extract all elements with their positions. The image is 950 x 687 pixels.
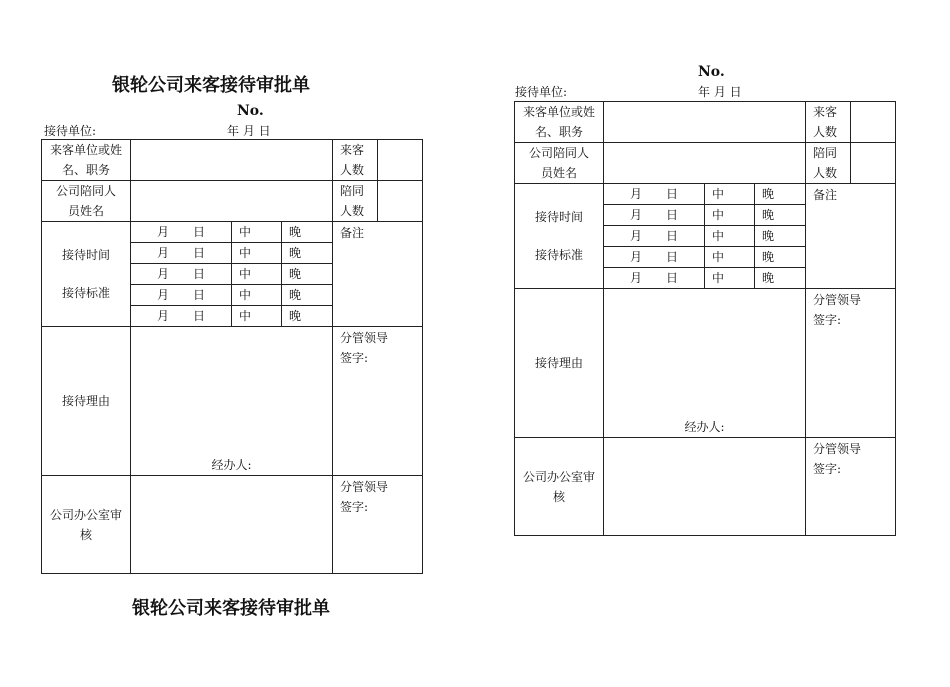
left-escort-count-label: 陪同人数 (333, 181, 378, 222)
right-date-row[interactable]: 月 日 (604, 184, 705, 205)
right-evening-cell[interactable]: 晚 (755, 205, 806, 226)
left-visitor-count-label: 来客人数 (333, 140, 378, 181)
right-time-standard-label (515, 184, 604, 289)
left-evening-cell[interactable]: 晚 (282, 222, 333, 243)
left-noon-cell[interactable]: 中 (232, 306, 282, 327)
right-office-review-field[interactable] (604, 438, 806, 536)
footer-title: 银轮公司来客接待审批单 (132, 598, 330, 619)
left-noon-cell[interactable]: 中 (232, 243, 282, 264)
left-date-row[interactable]: 月 日 (131, 285, 232, 306)
left-approval-table (41, 139, 423, 574)
right-noon-cell[interactable]: 中 (705, 268, 755, 289)
right-noon-cell[interactable]: 中 (705, 184, 755, 205)
right-time-label: 接待时间 (534, 210, 583, 224)
left-time-standard-label (42, 222, 131, 327)
left-form-title: 银轮公司来客接待审批单 (112, 75, 310, 96)
right-reason-field[interactable] (604, 289, 806, 438)
right-evening-cell[interactable]: 晚 (755, 226, 806, 247)
right-evening-cell[interactable]: 晚 (755, 268, 806, 289)
right-remark-cell[interactable]: 备注 (806, 184, 896, 289)
right-evening-cell[interactable]: 晚 (755, 247, 806, 268)
right-date-label: 年 月 日 (698, 85, 742, 99)
right-escort-field[interactable] (604, 143, 806, 184)
left-remark-cell[interactable]: 备注 (333, 222, 423, 327)
left-evening-cell[interactable]: 晚 (282, 306, 333, 327)
right-escort-label: 公司陪同人员姓名 (515, 143, 604, 184)
left-leader-sign2-cell[interactable]: 分管领导签字: (333, 476, 423, 574)
right-noon-cell[interactable]: 中 (705, 205, 755, 226)
left-office-review-label: 公司办公室审核 (42, 476, 131, 574)
right-visitor-count-field[interactable] (851, 102, 896, 143)
left-escort-field[interactable] (131, 181, 333, 222)
right-visitor-unit-field[interactable] (604, 102, 806, 143)
left-date-row[interactable]: 月 日 (131, 243, 232, 264)
left-date-row[interactable]: 月 日 (131, 222, 232, 243)
left-visitor-count-field[interactable] (378, 140, 423, 181)
left-unit-label: 接待单位: (44, 124, 97, 138)
left-evening-cell[interactable]: 晚 (282, 243, 333, 264)
left-noon-cell[interactable]: 中 (232, 264, 282, 285)
right-visitor-count-label: 来客人数 (806, 102, 851, 143)
left-noon-cell[interactable]: 中 (232, 285, 282, 306)
left-visitor-unit-label: 来客单位或姓名、职务 (42, 140, 131, 181)
right-reason-label: 接待理由 (515, 289, 604, 438)
right-handler-label: 经办人: (684, 420, 725, 434)
right-noon-cell[interactable]: 中 (705, 226, 755, 247)
left-reason-field[interactable] (131, 327, 333, 476)
right-form-no: No. (698, 64, 725, 80)
right-approval-table (514, 101, 896, 536)
left-handler-label: 经办人: (211, 458, 252, 472)
left-evening-cell[interactable]: 晚 (282, 264, 333, 285)
right-escort-count-label: 陪同人数 (806, 143, 851, 184)
left-office-review-field[interactable] (131, 476, 333, 574)
right-visitor-unit-label: 来客单位或姓名、职务 (515, 102, 604, 143)
right-date-row[interactable]: 月 日 (604, 226, 705, 247)
right-noon-cell[interactable]: 中 (705, 247, 755, 268)
right-escort-count-field[interactable] (851, 143, 896, 184)
right-standard-label: 接待标准 (534, 248, 583, 262)
left-escort-label: 公司陪同人员姓名 (42, 181, 131, 222)
left-date-row[interactable]: 月 日 (131, 264, 232, 285)
left-reason-label: 接待理由 (42, 327, 131, 476)
left-form-no: No. (237, 103, 264, 119)
left-evening-cell[interactable]: 晚 (282, 285, 333, 306)
left-escort-count-field[interactable] (378, 181, 423, 222)
left-leader-sign-cell[interactable]: 分管领导签字: (333, 327, 423, 476)
left-date-row[interactable]: 月 日 (131, 306, 232, 327)
left-visitor-unit-field[interactable] (131, 140, 333, 181)
right-leader-sign-cell[interactable]: 分管领导签字: (806, 289, 896, 438)
right-date-row[interactable]: 月 日 (604, 205, 705, 226)
left-time-label: 接待时间 (61, 248, 110, 262)
left-noon-cell[interactable]: 中 (232, 222, 282, 243)
left-standard-label: 接待标准 (61, 286, 110, 300)
left-date-label: 年 月 日 (227, 124, 271, 138)
right-date-row[interactable]: 月 日 (604, 247, 705, 268)
right-evening-cell[interactable]: 晚 (755, 184, 806, 205)
right-date-row[interactable]: 月 日 (604, 268, 705, 289)
right-unit-label: 接待单位: (515, 85, 568, 99)
right-leader-sign2-cell[interactable]: 分管领导签字: (806, 438, 896, 536)
right-office-review-label: 公司办公室审核 (515, 438, 604, 536)
